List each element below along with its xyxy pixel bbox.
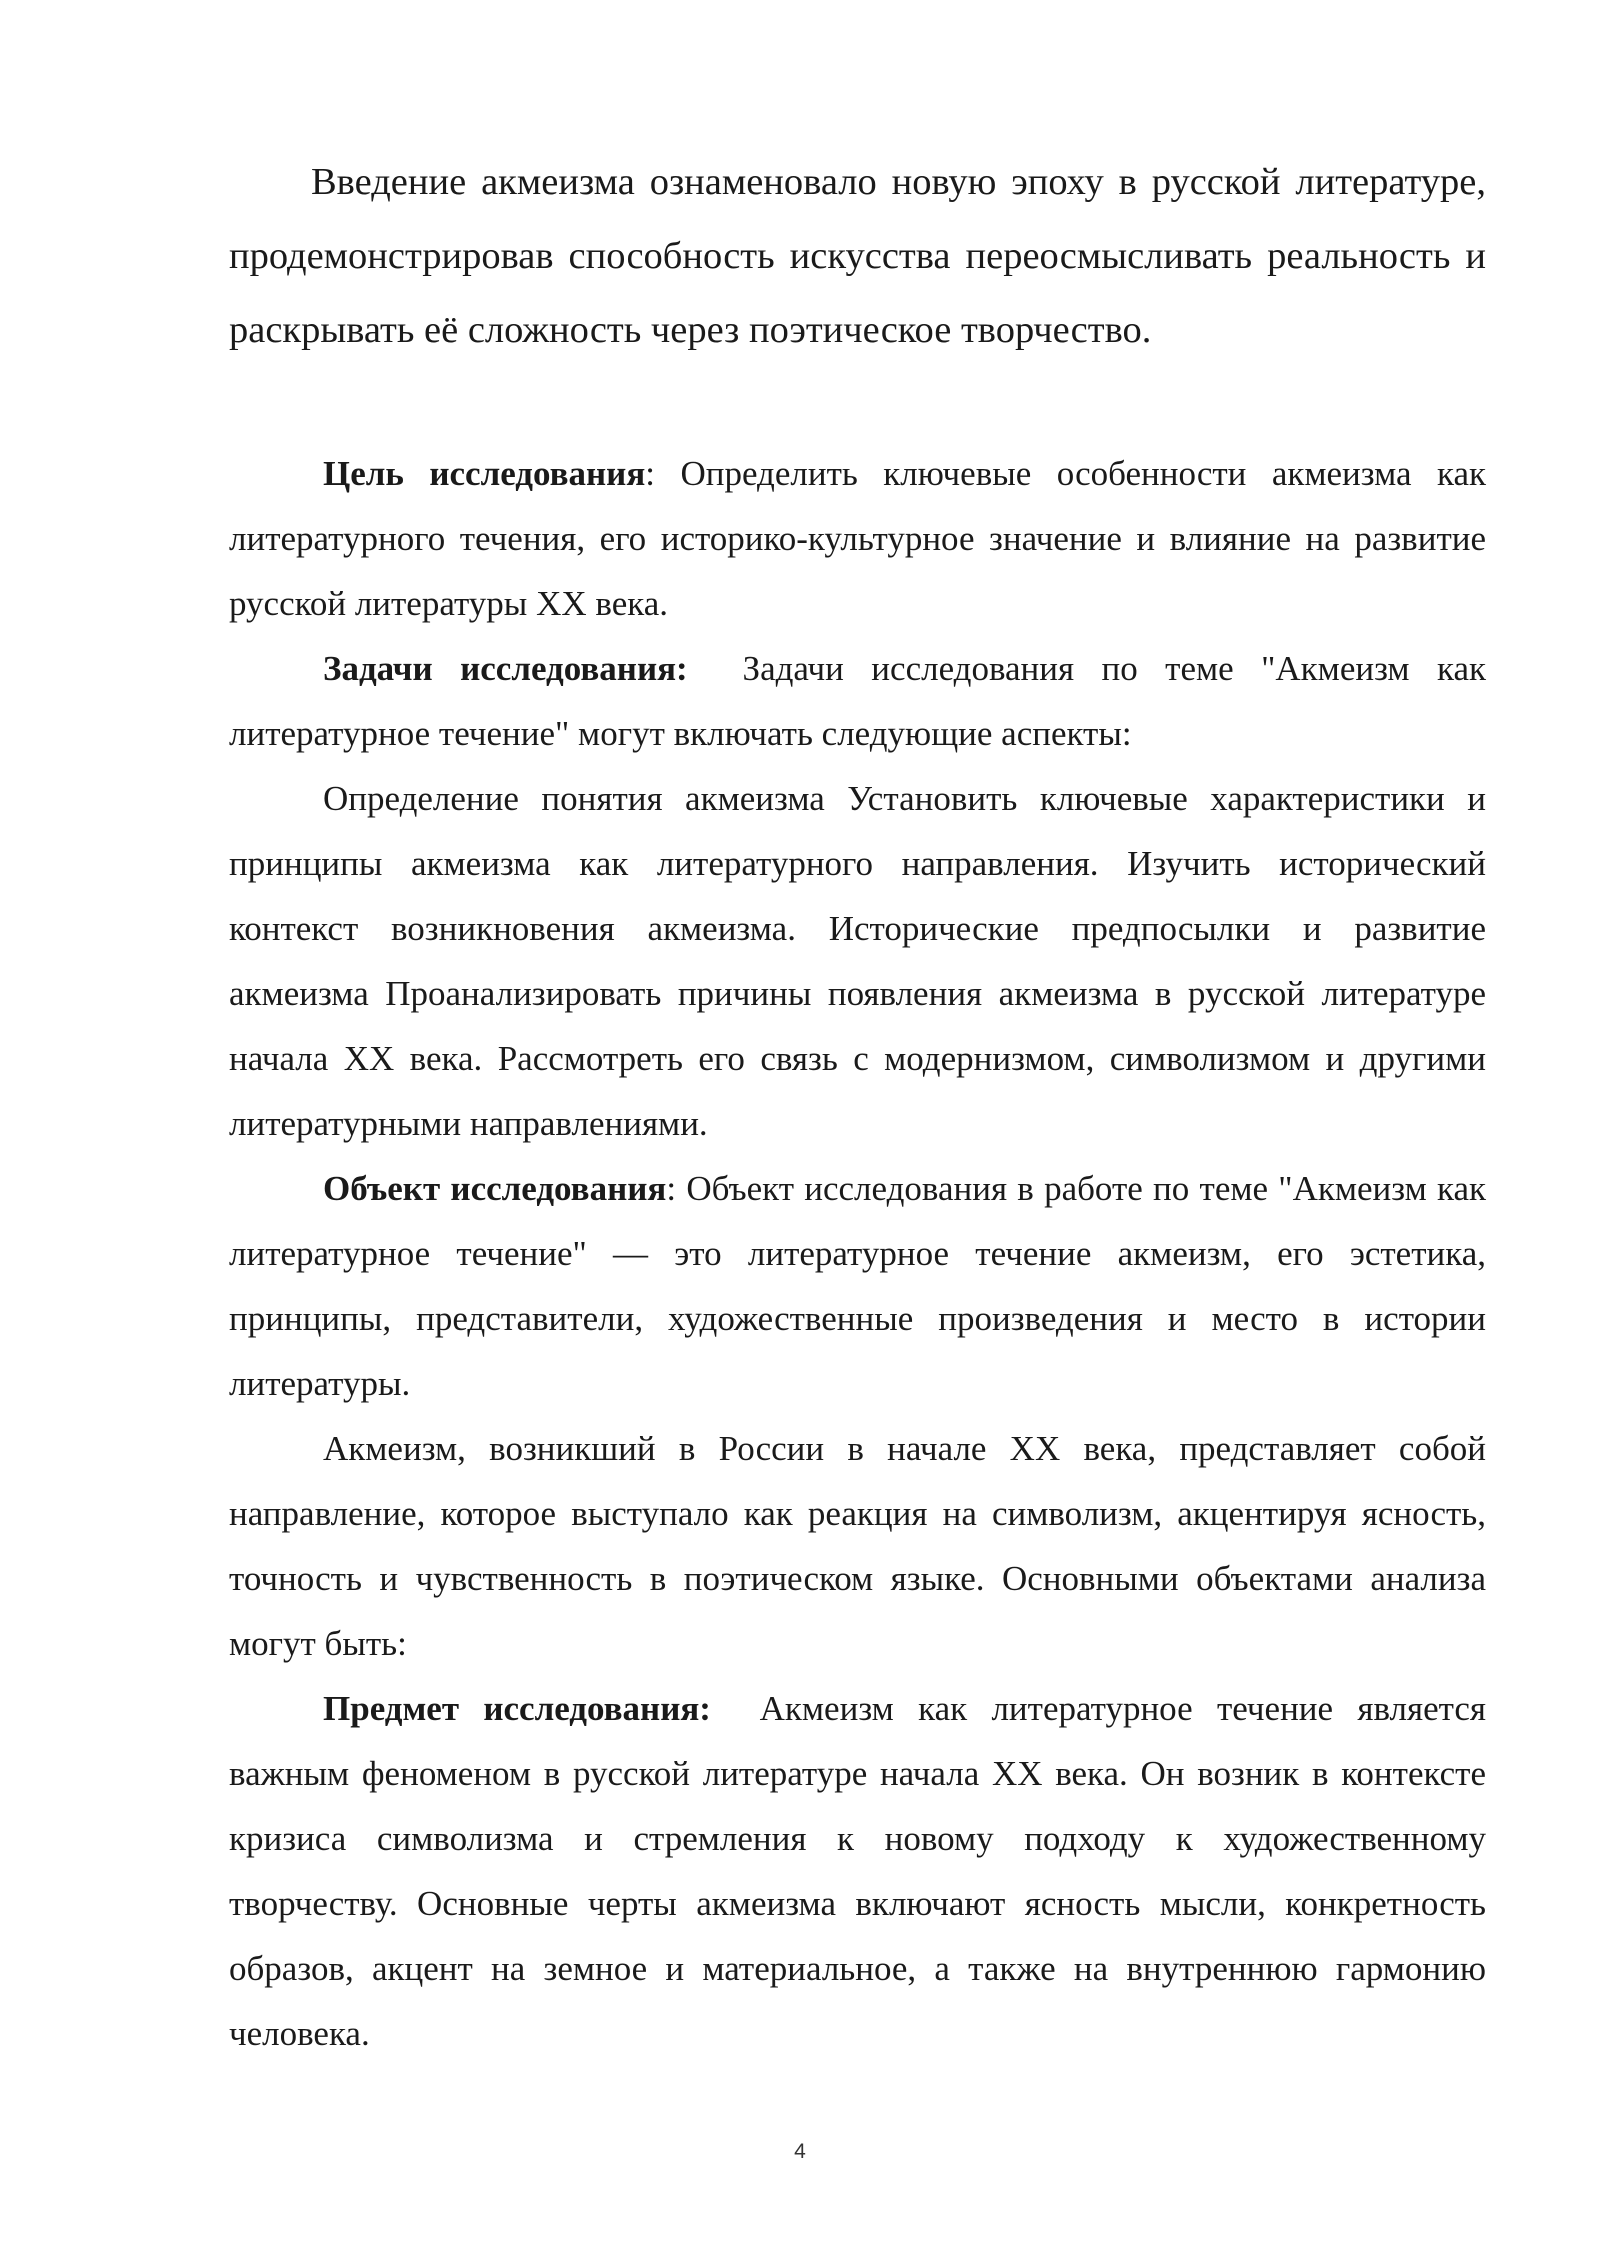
subject-label: Предмет исследования: — [323, 1689, 711, 1728]
intro-paragraph: Введение акмеизма ознаменовало новую эпоху в русской литературе, продемонстрировав способность искусства переосмысливать реальность и раскрывать её сложность через поэтическое творчество. — [229, 161, 1486, 351]
tasks-label: Задачи исследования: — [323, 649, 688, 688]
goal-paragraph — [229, 441, 1486, 636]
page-number: 4 — [794, 2140, 806, 2163]
subject-paragraph — [229, 1676, 1486, 2066]
acmeism-paragraph: Акмеизм, возникший в России в начале XX века, представляет собой направление, которое выступало как реакция на символизм, акцентируя ясность, точность и чувственность в поэтическом языке. Основными объектами анализа могут быть: — [229, 1429, 1486, 1663]
intro-block — [229, 145, 1486, 367]
object-text: : Объект исследования в работе по теме "Акмеизм как литературное течение" — это литературное течение акмеизм, его эстетика, принципы, представители, художественные произведения и место в истории литературы. — [229, 1169, 1486, 1403]
body-block — [229, 441, 1486, 2066]
object-label: Объект исследования — [323, 1169, 667, 1208]
tasks-detail-paragraph: Определение понятия акмеизма Установить ключевые характеристики и принципы акмеизма как литературного направления. Изучить исторический контекст возникновения акмеизма. Исторические предпосылки и развитие акмеизма Проанализировать причины появления акмеизма в русской литературе начала XX века. Рассмотреть его связь с модернизмом, символизмом и другими литературными направлениями. — [229, 779, 1486, 1143]
subject-text: Акмеизм как литературное течение является важным феноменом в русской литературе начала XX века. Он возник в контексте кризиса символизма и стремления к новому подходу к художественному творчеству. Основные черты акмеизма включают ясность мысли, конкретность образов, акцент на земное и материальное, а также на внутреннюю гармонию человека. — [229, 1689, 1487, 2053]
tasks-text: Задачи исследования по теме "Акмеизм как литературное течение" могут включать следующие аспекты: — [229, 649, 1486, 753]
goal-label: Цель исследования — [323, 454, 646, 493]
object-paragraph — [229, 1156, 1486, 1416]
tasks-paragraph — [229, 636, 1486, 766]
goal-text: : Определить ключевые особенности акмеизма как литературного течения, его историко-культурное значение и влияние на развитие русской литературы XX века. — [229, 454, 1486, 623]
